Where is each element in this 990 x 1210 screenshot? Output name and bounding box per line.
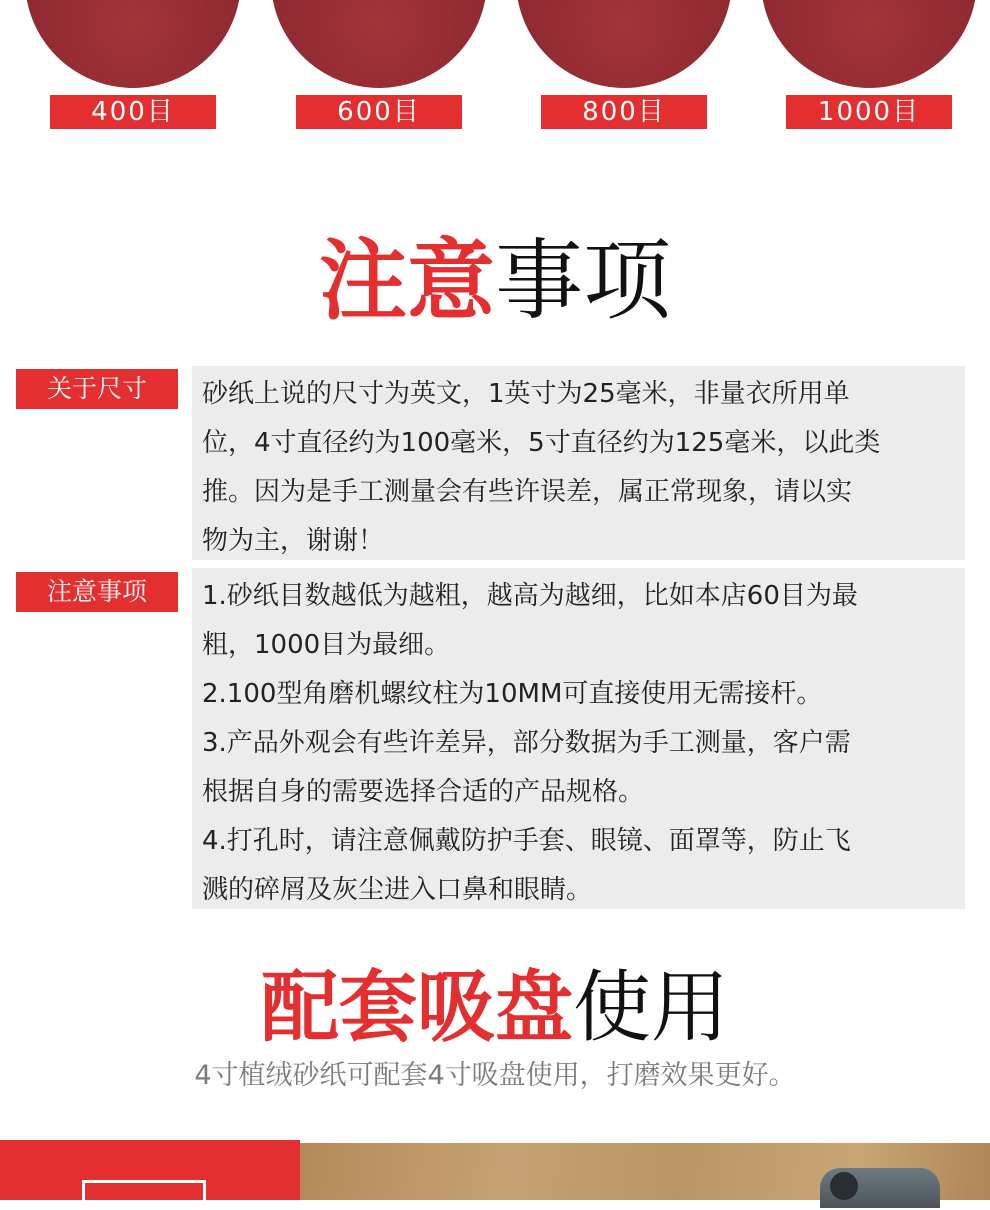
sandpaper-disc-600 <box>271 0 487 88</box>
match-heading-bold: 配套吸盘 <box>260 963 573 1053</box>
notice-heading-thin: 事项 <box>495 229 672 332</box>
bottom-banner-frame <box>82 1180 206 1210</box>
match-heading-thin: 使用 <box>573 963 730 1053</box>
match-subtitle: 4寸植绒砂纸可配套4寸吸盘使用，打磨效果更好。 <box>194 1060 796 1091</box>
grit-label-800: 800目 <box>541 95 707 129</box>
match-heading <box>0 960 990 1056</box>
size-text-line: 砂纸上说的尺寸为英文，1英寸为25毫米，非量衣所用单 <box>202 379 850 409</box>
size-section-tag: 关于尺寸 <box>16 369 178 409</box>
notice-heading <box>0 226 990 336</box>
caution-section-text <box>192 568 965 909</box>
grit-label-600: 600目 <box>296 95 462 129</box>
size-text-line: 推。因为是手工测量会有些许误差，属正常现象，请以实 <box>202 477 853 507</box>
sandpaper-disc-800 <box>516 0 732 88</box>
size-text-line: 物为主，谢谢！ <box>202 526 385 556</box>
sandpaper-disc-row <box>0 0 990 140</box>
caution-text-line: 溅的碎屑及灰尘进入口鼻和眼睛。 <box>202 875 593 905</box>
caution-text-line: 1.砂纸目数越低为越粗，越高为越细，比如本店60目为最 <box>202 581 858 611</box>
caution-text-line: 粗，1000目为最细。 <box>202 630 451 660</box>
size-section-text <box>192 366 965 560</box>
notice-heading-bold: 注意 <box>318 229 495 332</box>
sandpaper-disc-400 <box>25 0 241 88</box>
grit-label-400: 400目 <box>50 95 216 129</box>
size-text-line: 位，4寸直径约为100毫米，5寸直径约为125毫米，以此类 <box>202 428 881 458</box>
caution-text-line: 根据自身的需要选择合适的产品规格。 <box>202 777 645 807</box>
caution-section-tag: 注意事项 <box>16 572 178 612</box>
caution-text-line: 2.100型角磨机螺纹柱为10MM可直接使用无需接杆。 <box>202 679 823 709</box>
grit-label-1000: 1000目 <box>786 95 952 129</box>
caution-text-line: 3.产品外观会有些许差异，部分数据为手工测量，客户需 <box>202 728 851 758</box>
caution-text-line: 4.打孔时，请注意佩戴防护手套、眼镜、面罩等，防止飞 <box>202 826 851 856</box>
sandpaper-disc-1000 <box>761 0 977 88</box>
angle-grinder-knob <box>830 1172 858 1200</box>
